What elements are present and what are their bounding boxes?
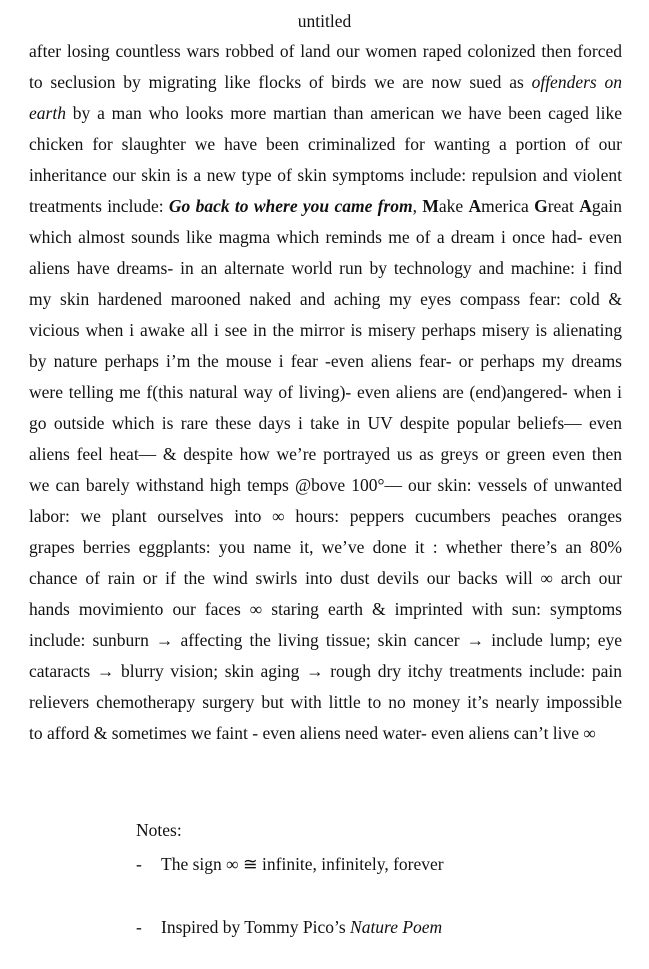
note-item xyxy=(136,854,444,875)
poem-line xyxy=(29,346,622,377)
poem-text: aliens have dreams- in an alternate world run by technology and machine: i find xyxy=(29,258,622,278)
poem-line xyxy=(29,470,622,501)
poem-line xyxy=(29,408,622,439)
poem-text: to afford & sometimes we faint - even aliens need water- even aliens can’t live ∞ xyxy=(29,723,596,743)
poem-text: A xyxy=(468,196,482,216)
poem-text: merica xyxy=(481,196,535,216)
note-text: Inspired by Tommy Pico’s xyxy=(161,917,351,937)
poem-text: to seclusion by migrating like flocks of birds we are now sued as xyxy=(29,72,532,92)
poem-text: labor: we plant ourselves into ∞ hours: peppers cucumbers peaches oranges xyxy=(29,506,622,526)
poem-text: G xyxy=(534,196,548,216)
note-text: The sign ∞ ≅ infinite, infinitely, forever xyxy=(161,854,444,874)
poem-line xyxy=(29,222,622,253)
poem-line xyxy=(29,36,622,67)
poem-text: earth xyxy=(29,103,66,123)
document-title: untitled xyxy=(297,11,352,31)
poem-text: grapes berries eggplants: you name it, we’ve done it : whether there’s an 80% xyxy=(29,537,622,557)
poem-line xyxy=(29,718,622,749)
poem-text: Go back to where you came from xyxy=(168,196,413,216)
poem-line xyxy=(29,315,622,346)
poem-line xyxy=(29,656,622,687)
poem-line xyxy=(29,625,622,656)
poem-text: chance of rain or if the wind swirls into dust devils our backs will ∞ arch our xyxy=(29,568,622,588)
poem-line xyxy=(29,687,622,718)
poem-line xyxy=(29,129,622,160)
note-book-title: Nature Poem xyxy=(350,917,443,937)
poem-line xyxy=(29,160,622,191)
poem-line xyxy=(29,439,622,470)
poem-text: ake xyxy=(438,196,469,216)
note-bullet: - xyxy=(136,854,142,874)
poem-line xyxy=(29,501,622,532)
poem-text: cataracts → blurry vision; skin aging → rough dry itchy treatments include: pain xyxy=(29,661,622,681)
poem-text: reat xyxy=(547,196,580,216)
poem-line xyxy=(29,594,622,625)
poem-line xyxy=(29,532,622,563)
poem-text: gain xyxy=(591,196,623,216)
note-bullet: - xyxy=(136,917,142,937)
poem-text: , xyxy=(412,196,423,216)
poem-text: include: sunburn → affecting the living tissue; skin cancer → include lump; eye xyxy=(29,630,622,650)
poem-line xyxy=(29,284,622,315)
poem-text: were telling me f(this natural way of living)- even aliens are (end)angered- when i xyxy=(29,382,622,402)
poem-text: by nature perhaps i’m the mouse i fear -even aliens fear- or perhaps my dreams xyxy=(29,351,622,371)
poem-line xyxy=(29,253,622,284)
poem-line xyxy=(29,191,622,222)
poem-text: offenders on xyxy=(531,72,622,92)
poem-text: my skin hardened marooned naked and aching my eyes compass fear: cold & xyxy=(29,289,622,309)
poem-text: aliens feel heat— & despite how we’re portrayed us as greys or green even then xyxy=(29,444,622,464)
poem-line xyxy=(29,67,622,98)
poem-text: chicken for slaughter we have been criminalized for wanting a portion of our xyxy=(29,134,622,154)
poem-text: vicious when i awake all i see in the mirror is misery perhaps misery is alienating xyxy=(29,320,622,340)
poem-text: after losing countless wars robbed of land our women raped colonized then forced xyxy=(29,41,622,61)
note-item xyxy=(136,917,442,938)
poem-text: go outside which is rare these days i take in UV despite popular beliefs— even xyxy=(29,413,622,433)
poem-text: we can barely withstand high temps @bove 100°— our skin: vessels of unwanted xyxy=(29,475,622,495)
poem-text: A xyxy=(579,196,592,216)
poem-text: relievers chemotherapy surgery but with little to no money it’s nearly impossible xyxy=(29,692,622,712)
poem-line xyxy=(29,563,622,594)
poem-text: M xyxy=(422,196,439,216)
poem-text: treatments include: xyxy=(29,196,169,216)
poem-text: inheritance our skin is a new type of skin symptoms include: repulsion and violent xyxy=(29,165,622,185)
poem-text: by a man who looks more martian than american we have been caged like xyxy=(65,103,622,123)
poem-text: hands movimiento our faces ∞ staring earth & imprinted with sun: symptoms xyxy=(29,599,622,619)
poem-text: which almost sounds like magma which reminds me of a dream i once had- even xyxy=(29,227,622,247)
poem-body xyxy=(29,36,622,749)
notes-heading: Notes: xyxy=(136,820,182,840)
poem-line xyxy=(29,377,622,408)
poem-line xyxy=(29,98,622,129)
